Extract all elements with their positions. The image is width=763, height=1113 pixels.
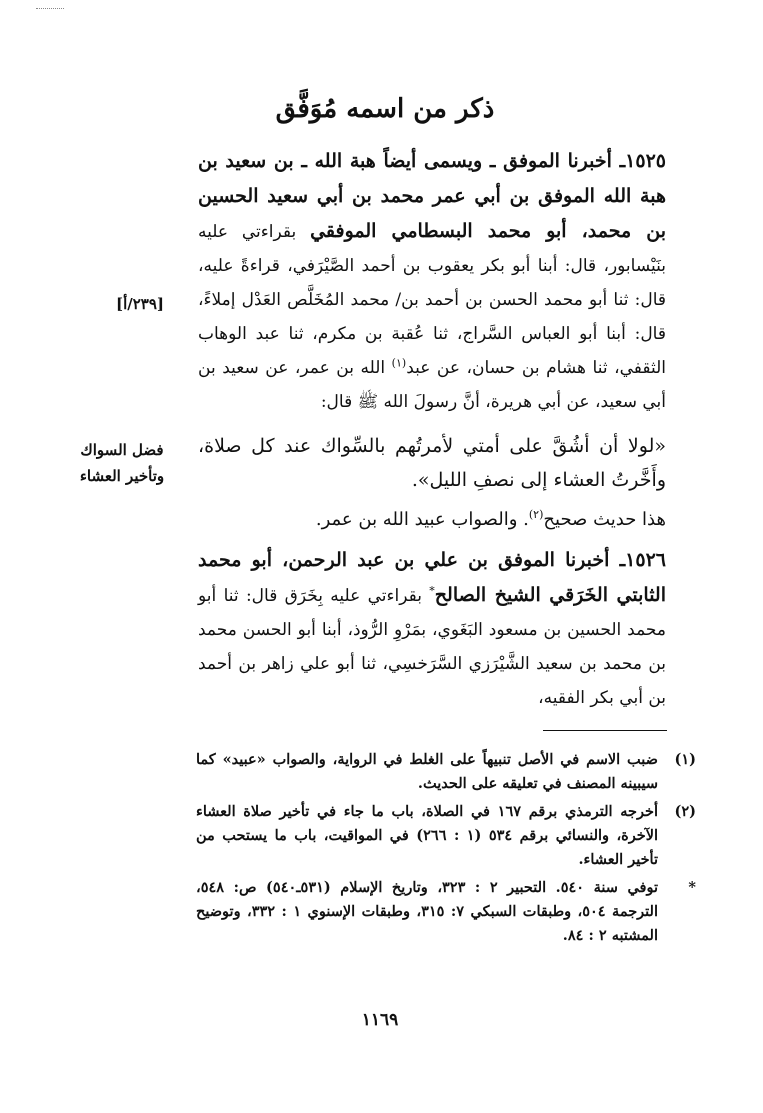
footnote-ref-star[interactable]: * [429, 584, 435, 598]
entry-1525-isnad: بقراءتي عليه بنَيْسابور، قال: أبنا أبو بكر يعقوب بن أحمد الصَّيْرَفي، قراءةً عليه، قال: ثنا أبو محمد الحسن بن أحمد بن/ محمد المُخَلَّص العَدْل إملاءً، قال: أبنا أبو العباس السَّراج، ثنا عُقبة بن مكرم، ثنا عبد الوهاب الثقفي، ثنا هشام بن حسان، عن عبد [198, 222, 666, 378]
footnote-number: * [688, 879, 696, 896]
entry-1526-isnad: بقراءتي عليه بِخَرَق قال: ثنا أبو محمد الحسين بن مسعود البَغَوي، بمَرْوِ الرُّوذ، أبنا أبو الحسن محمد بن محمد بن سعيد الشَّيْرَزي السَّرَخسِي، ثنا أبو علي زاهر بن أحمد بن أبي بكر الفقيه، [198, 586, 666, 708]
scan-mark [36, 8, 64, 9]
footnote-1 [196, 748, 696, 796]
main-text [198, 144, 666, 715]
footnote-2 [196, 800, 696, 872]
footnotes [196, 748, 696, 952]
section-heading: ذكر من اسمه مُوَفَّق [275, 94, 495, 124]
footnote-ref-1[interactable]: (١) [391, 356, 407, 370]
hadith-text: «لولا أن أشُقَّ على أمتي لأمرتُهم بالسِّواك عند كل صلاة، وأَخَّرتُ العشاء إلى نصفِ الليل». [198, 435, 666, 491]
margin-folio-reference: [٢٣٩/أ] [115, 295, 165, 313]
footnote-ref-2[interactable]: (٢) [528, 508, 544, 521]
footnote-number: (١) [674, 751, 696, 768]
entry-1525-isnad-end: الله بن عمر، عن سعيد بن أبي سعيد، عن أبي هريرة، أنَّ رسولَ الله ﷺ قال: [198, 358, 666, 412]
page-number: ١١٦٩ [361, 1010, 399, 1030]
footnote-text: ضبب الاسم في الأصل تنبيهاً على الغلط في الرواية، والصواب «عبيد» كما سيبينه المصنف في تعليقه على الحديث. [196, 751, 658, 792]
entry-1525 [198, 144, 666, 419]
margin-topic-note: فضل السواك وتأخير العشاء [79, 441, 165, 485]
footnote-text: توفي سنة ٥٤٠. التحبير ٢ : ٣٢٣، وتاريخ الإسلام (٥٣١ـ٥٤٠) ص: ٥٤٨، الترجمة ٥٠٤، وطبقات السبكي ٧: ٣١٥، وطبقات الإسنوي ١ : ٣٣٢، وتوضيح المشتبه ٢ : ٨٤. [196, 879, 659, 944]
grading-text: هذا حديث صحيح [543, 509, 666, 530]
footnote-number: (٢) [674, 803, 696, 820]
footnote-star [196, 876, 696, 948]
grading-correction: . والصواب عبيد الله بن عمر. [315, 509, 529, 530]
footnote-text: أخرجه الترمذي برقم ١٦٧ في الصلاة، باب ما جاء في تأخير صلاة العشاء الآخرة، والنسائي برقم ٥٣٤ (١ : ٢٦٦) في المواقيت، باب ما يستحب من تأخير العشاء. [196, 803, 658, 868]
footnote-separator [543, 730, 667, 731]
entry-1526 [198, 543, 666, 715]
entry-1525-lead: ١٥٢٥ـ أخبرنا الموفق ـ ويسمى أيضاً هبة الله ـ بن سعيد بن هبة الله الموفق بن أبي عمر محمد بن أبي سعيد الحسين بن محمد، أبو محمد البسطامي الموفقي [198, 150, 666, 242]
entry-1526-lead: ١٥٢٦ـ أخبرنا الموفق بن علي بن عبد الرحمن، أبو محمد الثابتي الخَرَقي الشيخ الصالح [198, 549, 666, 606]
hadith-grading [198, 503, 666, 537]
